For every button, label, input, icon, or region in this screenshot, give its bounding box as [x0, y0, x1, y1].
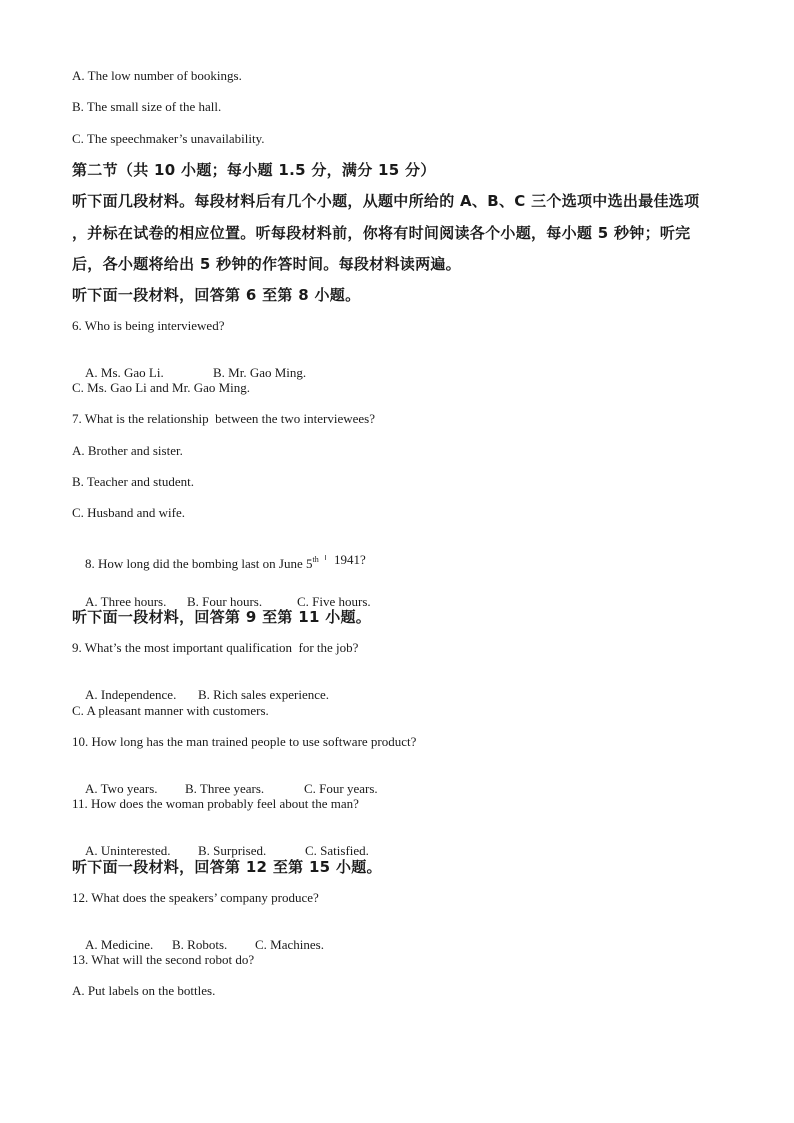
q9-option-a: A. Independence. — [85, 687, 177, 702]
section-title: 第二节（共 10 小题；每小题 1.5 分，满分 15 分） — [72, 161, 436, 179]
instructions-line-3: 后，各小题将给出 5 秒钟的作答时间。每段材料读两遍。 — [72, 255, 461, 273]
q6-option-c: C. Ms. Gao Li and Mr. Gao Ming. — [72, 380, 251, 395]
q12-option-b: B. Robots. — [172, 937, 228, 952]
q7-option-b: B. Teacher and student. — [72, 474, 194, 489]
q13-option-a: A. Put labels on the bottles. — [72, 983, 216, 998]
q8-question-year: 1941? — [334, 552, 366, 567]
instructions-line-1: 听下面几段材料。每段材料后有几个小题，从题中所给的 A、B、C 三个选项中选出最佳选项 — [72, 192, 700, 210]
q10-option-b: B. Three years. — [185, 781, 265, 796]
instructions-line-2: ，并标在试卷的相应位置。听每段材料前，你将有时间阅读各个小题，每小题 5 秒钟；听完 — [72, 224, 691, 242]
q7-option-a: A. Brother and sister. — [72, 443, 183, 458]
q12-option-c: C. Machines. — [255, 937, 324, 952]
q5-option-a: A. The low number of bookings. — [72, 68, 242, 83]
q8-option-b: B. Four hours. — [187, 594, 263, 609]
q11-option-b: B. Surprised. — [198, 843, 267, 858]
q9-question: 9. What’s the most important qualification for the job? — [72, 640, 359, 655]
q11-option-a: A. Uninterested. — [85, 843, 171, 858]
q13-question: 13. What will the second robot do? — [72, 952, 255, 967]
group3-heading: 听下面一段材料，回答第 12 至第 15 小题。 — [72, 858, 382, 876]
stray-mark — [325, 555, 326, 560]
q8-option-a: A. Three hours. — [85, 594, 167, 609]
q8-question-text: 8. How long did the bombing last on June 5 — [85, 556, 313, 571]
q5-option-c: C. The speechmaker’s unavailability. — [72, 131, 265, 146]
q8-option-c: C. Five hours. — [297, 594, 371, 609]
q6-option-a: A. Ms. Gao Li. — [85, 365, 164, 380]
q8-superscript: th — [312, 555, 319, 564]
q9-option-c: C. A pleasant manner with customers. — [72, 703, 269, 718]
q12-question: 12. What does the speakers’ company produce? — [72, 890, 319, 905]
q6-option-b: B. Mr. Gao Ming. — [213, 365, 307, 380]
group1-heading: 听下面一段材料，回答第 6 至第 8 小题。 — [72, 286, 361, 304]
q6-question: 6. Who is being interviewed? — [72, 318, 225, 333]
q9-option-b: B. Rich sales experience. — [198, 687, 330, 702]
q7-question: 7. What is the relationship between the two interviewees? — [72, 411, 375, 426]
q7-option-c: C. Husband and wife. — [72, 505, 186, 520]
q10-option-a: A. Two years. — [85, 781, 158, 796]
q12-option-a: A. Medicine. — [85, 937, 154, 952]
q10-question: 10. How long has the man trained people to use software product? — [72, 734, 417, 749]
q11-option-c: C. Satisfied. — [305, 843, 369, 858]
q10-option-c: C. Four years. — [304, 781, 378, 796]
q5-option-b: B. The small size of the hall. — [72, 99, 222, 114]
group2-heading: 听下面一段材料，回答第 9 至第 11 小题。 — [72, 608, 372, 626]
q11-question: 11. How does the woman probably feel about the man? — [72, 796, 359, 811]
